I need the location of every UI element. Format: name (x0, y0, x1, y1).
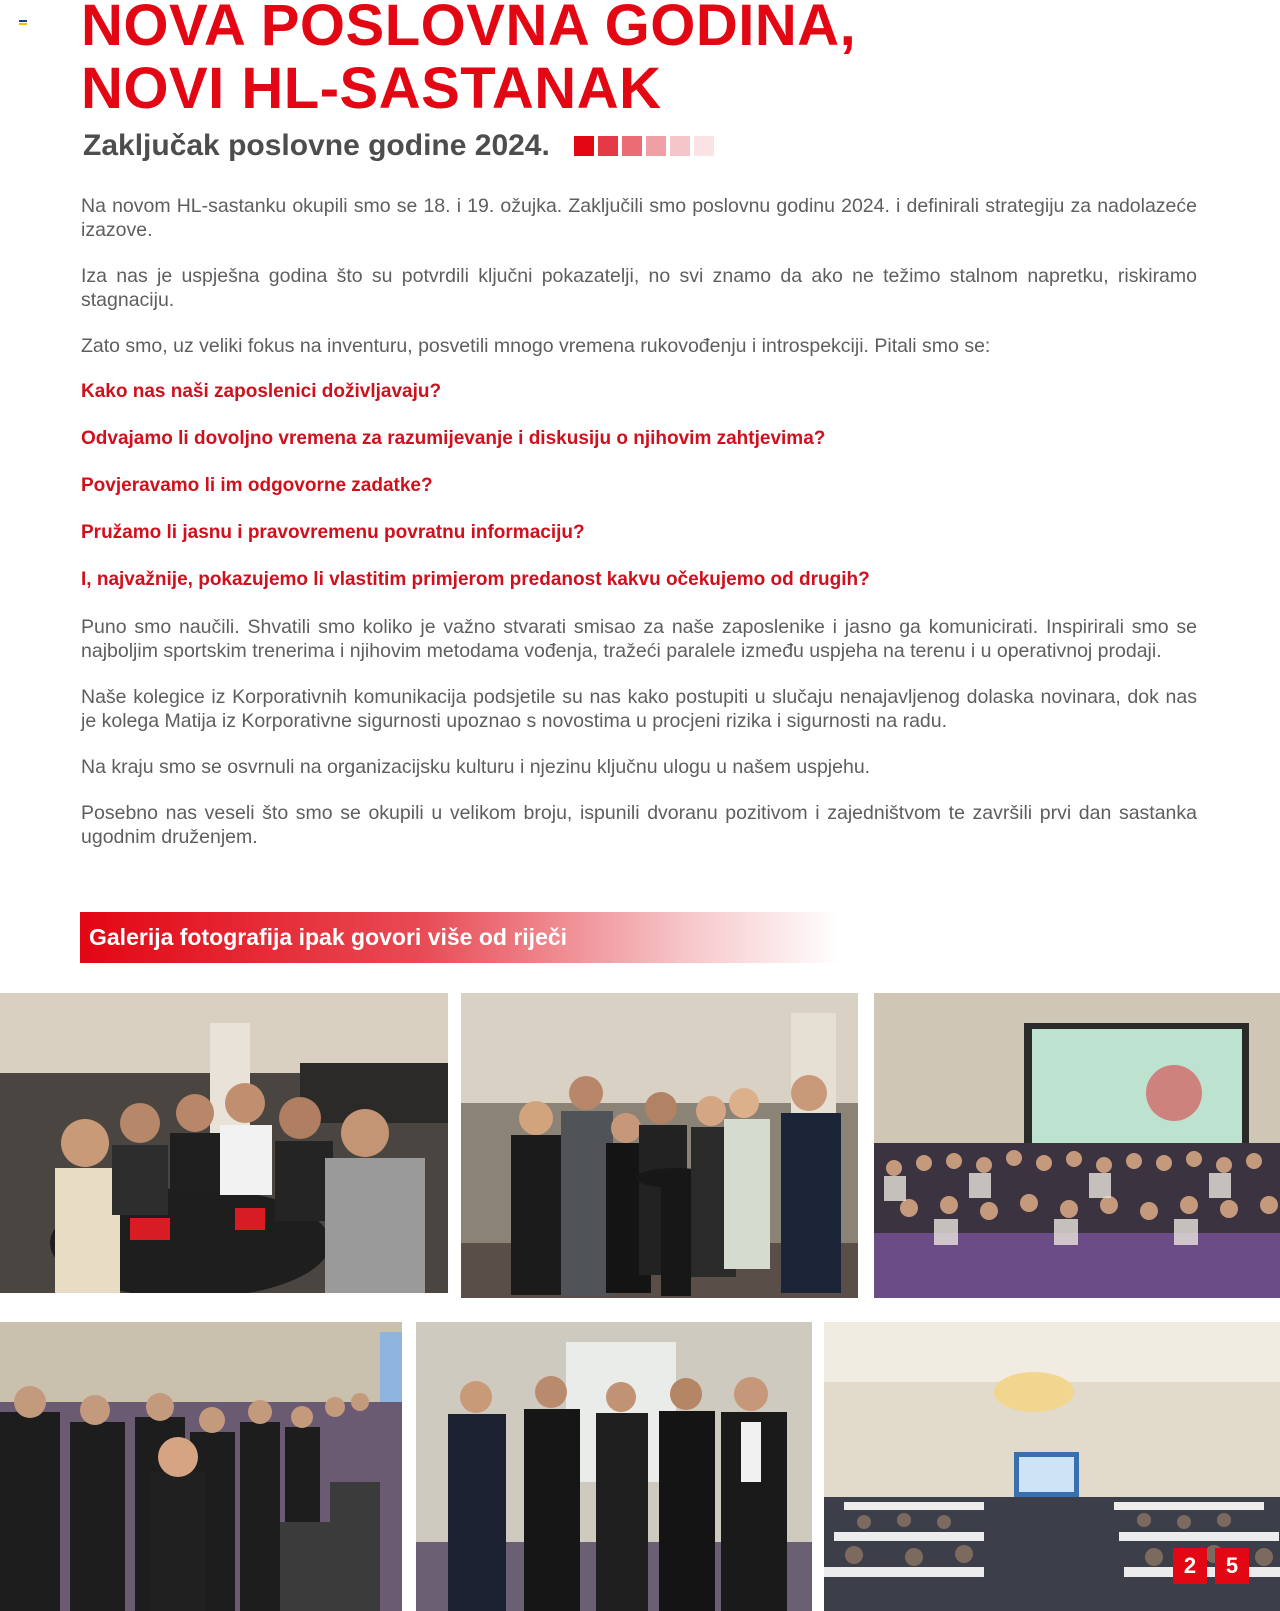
gallery-photo-3 (874, 993, 1280, 1298)
gallery-heading-banner (80, 912, 840, 963)
intro-paragraph-2: Iza nas je uspješna godina što su potvrdili ključni pokazatelji, no svi znamo da ako ne težimo stalnom napretku, riskiramo stagnaciju. (81, 265, 1197, 311)
subtitle-row (83, 126, 714, 166)
gallery-photo-2 (461, 993, 858, 1298)
question-4: Pružamo li jasnu i pravovremenu povratnu informaciju? (81, 522, 585, 543)
intro-paragraph-1: Na novom HL-sastanku okupili smo se 18. i 19. ožujka. Zaključili smo poslovnu godinu 2024. i definirali strategiju za nadolazeće izazove. (81, 195, 1197, 241)
title-line-1: NOVA POSLOVNA GODINA, (81, 0, 857, 58)
gallery-photo-5 (416, 1322, 812, 1611)
subtitle: Zaključak poslovne godine 2024. (83, 129, 550, 162)
square-3 (622, 136, 642, 156)
square-4 (646, 136, 666, 156)
outro-paragraph-3: Na kraju smo se osvrnuli na organizacijsku kulturu i njezinu ključnu ulogu u našem uspjehu. (81, 756, 871, 778)
decorative-squares (574, 136, 714, 156)
gallery-heading: Galerija fotografija ipak govori više od riječi (89, 924, 568, 950)
question-5: I, najvažnije, pokazujemo li vlastitim primjerom predanost kakvu očekujemo od drugih? (81, 569, 870, 590)
page-number-digit-1: 2 (1173, 1548, 1207, 1584)
gallery-photo-1 (0, 993, 448, 1293)
article-body (81, 194, 1197, 871)
outro-paragraph-4: Posebno nas veseli što smo se okupili u velikom broju, ispunili dvoranu pozitivom i zajedništvom te završili prvi dan sastanka ugodnim druženjem. (81, 802, 1197, 848)
question-2: Odvajamo li dovoljno vremena za razumijevanje i diskusiju o njihovim zahtjevima? (81, 428, 826, 449)
square-5 (670, 136, 690, 156)
question-1: Kako nas naši zaposlenici doživljavaju? (81, 381, 442, 402)
page-number-digit-2: 5 (1215, 1548, 1249, 1584)
gallery-photo-4 (0, 1322, 402, 1611)
square-2 (598, 136, 618, 156)
intro-paragraph-3: Zato smo, uz veliki fokus na inventuru, posvetili mnogo vremena rukovođenju i introspekciji. Pitali smo se: (81, 335, 991, 357)
flag-icon (19, 20, 27, 27)
square-1 (574, 136, 594, 156)
outro-paragraph-2: Naše kolegice iz Korporativnih komunikacija podsjetile su nas kako postupiti u slučaju nenajavljenog dolaska novinara, dok nas je kolega Matija iz Korporativne sigurnosti upoznao s novostima u procjeni rizika i sigurnosti na radu. (81, 686, 1197, 732)
question-3: Povjeravamo li im odgovorne zadatke? (81, 475, 433, 496)
title-line-2: NOVI HL-SASTANAK (81, 56, 662, 121)
square-6 (694, 136, 714, 156)
gallery-photo-6 (824, 1322, 1280, 1611)
page-title (81, 0, 1201, 120)
outro-paragraph-1: Puno smo naučili. Shvatili smo koliko je važno stvarati smisao za naše zaposlenike i jasno ga komunicirati. Inspirirali smo se najboljim sportskim trenerima i njihovim metodama vođenja, tražeći paralele između uspjeha na terenu i u operativnoj prodaji. (81, 616, 1197, 662)
